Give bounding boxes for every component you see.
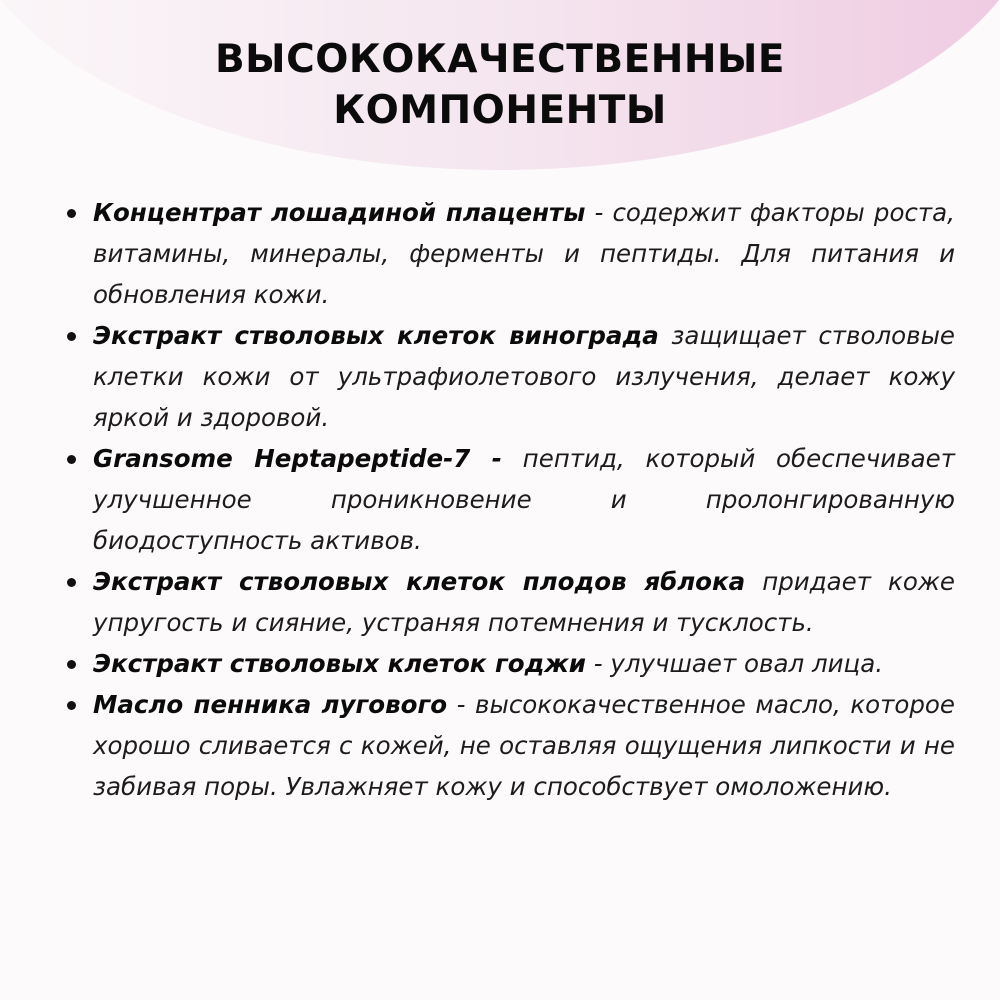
bullet-icon xyxy=(67,209,76,218)
bullet-icon xyxy=(67,332,76,341)
list-item xyxy=(93,561,955,643)
component-name: Масло пенника лугового xyxy=(93,690,448,719)
components-list xyxy=(93,192,955,807)
list-item xyxy=(93,438,955,561)
bullet-icon xyxy=(67,660,76,669)
list-item xyxy=(93,684,955,807)
component-description: придает коже упругость и сияние, устраняя потемнения и тусклость. xyxy=(93,567,955,637)
component-name: Gransome Heptapeptide-7 - xyxy=(93,444,502,473)
component-description: - содержит факторы роста, витамины, минералы, ферменты и пептиды. Для питания и обновления кожи. xyxy=(93,198,955,309)
page-title-line-1: ВЫСОКОКАЧЕСТВЕННЫЕ xyxy=(214,37,786,82)
bullet-icon xyxy=(67,701,76,710)
page-title xyxy=(0,34,1000,136)
list-item xyxy=(93,315,955,438)
bullet-icon xyxy=(67,455,76,464)
component-name: Экстракт стволовых клеток плодов яблока xyxy=(93,567,746,596)
component-name: Экстракт стволовых клеток винограда xyxy=(93,321,659,350)
component-description: пептид, который обеспечивает улучшенное проникновение и пролонгированную биодоступность активов. xyxy=(93,444,955,555)
list-item xyxy=(93,643,955,684)
bullet-icon xyxy=(67,578,76,587)
component-description: - высококачественное масло, которое хорошо сливается с кожей, не оставляя ощущения липкости и не забивая поры. Увлажняет кожу и способствует омоложению. xyxy=(93,690,955,801)
component-description: защищает стволовые клетки кожи от ультрафиолетового излучения, делает кожу яркой и здоровой. xyxy=(93,321,955,432)
component-description: - улучшает овал лица. xyxy=(585,649,883,678)
page-title-line-2: КОМПОНЕНТЫ xyxy=(333,88,667,133)
list-item xyxy=(93,192,955,315)
component-name: Концентрат лошадиной плаценты xyxy=(93,198,586,227)
component-name: Экстракт стволовых клеток годжи xyxy=(93,649,586,678)
